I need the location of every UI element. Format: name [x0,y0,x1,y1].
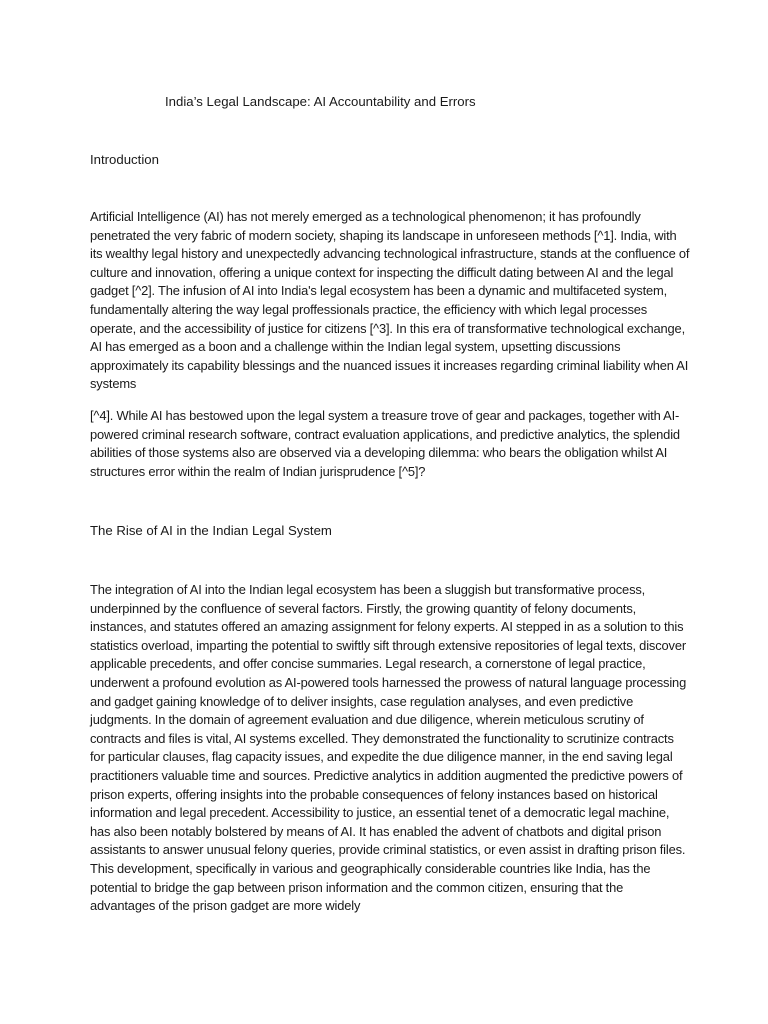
section-heading-introduction: Introduction [90,152,159,167]
section-heading-rise-of-ai: The Rise of AI in the Indian Legal System [90,523,332,538]
rise-of-ai-paragraph-1: The integration of AI into the Indian legal ecosystem has been a sluggish but transformative process, underpinned by the confluence of several factors. Firstly, the growing quantity of felony documents, instances, and statutes offered an amazing assignment for felony experts. AI stepped in as a solution to this statistics overload, imparting the potential to swiftly sift through extensive repositories of legal texts, discover applicable precedents, and offer concise summaries. Legal research, a cornerstone of legal practice, underwent a profound evolution as AI-powered tools harnessed the prowess of natural language processing and gadget gaining knowledge of to deliver insights, case regulation analyses, and even predictive judgments. In the domain of agreement evaluation and due diligence, wherein meticulous scrutiny of contracts and files is vital, AI systems excelled. They demonstrated the functionality to scrutinize contracts for particular clauses, flag capacity issues, and expedite the due diligence manner, in the end saving legal practitioners valuable time and sources. Predictive analytics in addition augmented the predictive powers of prison experts, offering insights into the probable consequences of felony instances based on historical information and legal precedent. Accessibility to justice, an essential tenet of a democratic legal machine, has also been notably bolstered by means of AI. It has enabled the advent of chatbots and digital prison assistants to answer unusual felony queries, provide criminal statistics, or even assist in drafting prison files. This development, specifically in various and geographically considerable countries like India, has the potential to bridge the gap between prison information and the common citizen, ensuring that the advantages of the prison gadget are more widely [90,582,687,914]
document-title: India’s Legal Landscape: AI Accountability and Errors [165,94,476,109]
introduction-paragraph-2: [^4]. While AI has bestowed upon the legal system a treasure trove of gear and packages, together with AI-powered criminal research software, contract evaluation applications, and predictive analytics, the splendid abilities of those systems also are observed via a developing dilemma: who bears the obligation whilst AI structures error within the realm of Indian jurisprudence [^5]? [90,408,680,479]
introduction-paragraph-1: Artificial Intelligence (AI) has not merely emerged as a technological phenomenon; it has profoundly penetrated the very fabric of modern society, shaping its landscape in unforeseen methods [^1]. India, with its wealthy legal history and unexpectedly advancing technological infrastructure, stands at the confluence of culture and innovation, offering a unique context for inspecting the difficult dating between AI and the legal gadget [^2]. The infusion of AI into India's legal ecosystem has been a dynamic and multifaceted system, fundamentally altering the way legal proffessionals practice, the efficiency with which legal processes operate, and the accessibility of justice for citizens [^3]. In this era of transformative technological exchange, AI has emerged as a boon and a challenge within the Indian legal system, upsetting discussions approximately its capability blessings and the nuanced issues it increases regarding criminal liability when AI systems [90,209,690,392]
